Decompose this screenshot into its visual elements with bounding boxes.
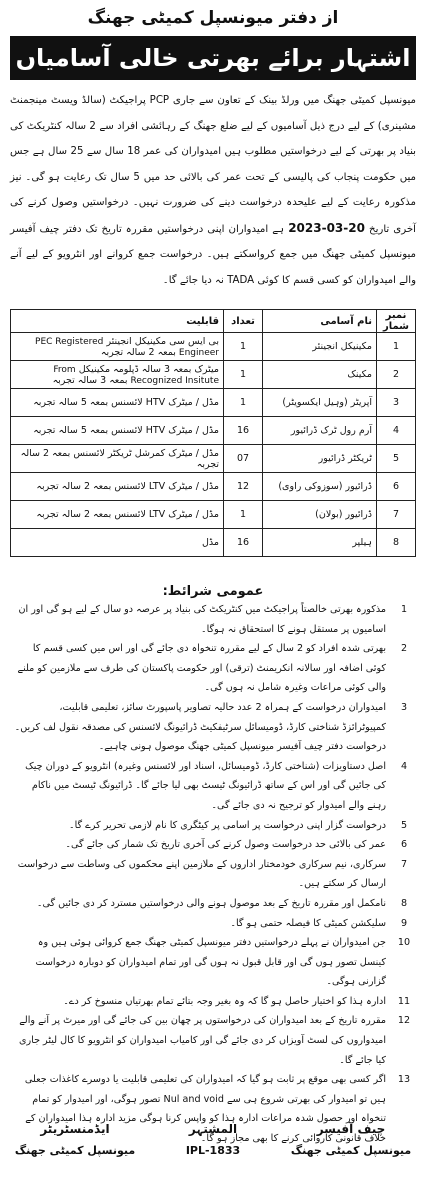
header-qualification: قابلیت [11, 310, 224, 333]
term-text: جن امیدواران نے پہلے درخواستیں دفتر میونسپل کمیٹی جھنگ جمع کروائی ہوئی ہیں وہ کینسل تصور ہوں گی اور قابل قبول نہ ہوں گی اور تمام امیدواران کو دوبارہ درخواست گزارنی ہوگی۔ [35, 937, 386, 988]
general-terms-list [10, 600, 416, 1149]
chief-officer-signature [286, 1122, 416, 1157]
list-item [10, 698, 416, 757]
table-row [11, 529, 416, 557]
vacancies-table [10, 309, 416, 557]
signature-block [10, 1122, 416, 1180]
list-item [10, 1011, 416, 1070]
term-number: 12 [397, 1015, 411, 1027]
row-sr: 1 [377, 333, 416, 361]
term-text: سلیکشن کمیٹی کا فیصلہ حتمی ہو گا۔ [230, 917, 386, 929]
term-number: 6 [400, 839, 408, 851]
row-sr: 6 [377, 473, 416, 501]
list-item [10, 835, 416, 855]
term-number: 5 [400, 819, 408, 831]
list-item [10, 933, 416, 992]
row-post-name: ڈرائیور (بولان) [263, 501, 377, 529]
table-header-row [11, 310, 416, 333]
term-text: عمر کی بالائی حد درخواست وصول کرنے کی آخری تاریخ تک شمار کی جائے گی۔ [65, 839, 386, 851]
term-number: 1 [400, 604, 408, 615]
term-number: 4 [400, 760, 408, 772]
qualification-english: PEC Registered Engineer [35, 336, 219, 358]
row-quantity: 12 [224, 473, 263, 501]
advertiser-label: المشتہر [188, 1122, 238, 1136]
row-quantity: 1 [224, 361, 263, 389]
recruitment-banner: اشتہار برائے بھرتی خالی آسامیاں [10, 36, 416, 80]
list-item [10, 757, 416, 816]
term-number: 3 [400, 701, 408, 713]
term-number: 10 [397, 937, 411, 949]
intro-paragraph [10, 88, 416, 293]
row-post-name: آپریٹر (وہیل ایکسویٹر) [263, 389, 377, 417]
row-post-name: ہیلپر [263, 529, 377, 557]
deadline-date: 20-03-2023 [288, 220, 365, 235]
table-row [11, 473, 416, 501]
signature-office: میونسپل کمیٹی جھنگ [290, 1144, 412, 1157]
list-item [10, 914, 416, 934]
office-heading: از دفتر میونسپل کمیٹی جھنگ [87, 8, 339, 28]
term-text: بھرتی شدہ افراد کو 2 سال کے لیے مقررہ تنخواہ دی جائے گی اور اس میں کسی قسم کا کوئی اضافہ اور سالانہ انکریمنٹ (ترقی) اور حکومت پاکستان کی طرف سے ملازمین کو ملنے والی کوئی مراعات وغیرہ شامل نہ ہوں گی۔ [17, 643, 386, 694]
row-qualification: مڈل / میٹرک کمرشل ٹریکٹر لائسنس بمعہ 2 سالہ تجربہ [11, 445, 224, 473]
general-terms-title: عمومی شرائط: [162, 584, 264, 599]
list-item [10, 855, 416, 894]
term-number: 2 [400, 643, 408, 655]
term-text: ادارہ ہذا کو اختیار حاصل ہو گا کہ وہ بغیر وجہ بتائے تمام بھرتیاں منسوخ کر دے۔ [63, 995, 386, 1007]
table-row [11, 389, 416, 417]
row-sr: 8 [377, 529, 416, 557]
term-number: 13 [397, 1074, 411, 1086]
intro-text-a: میونسپل کمیٹی جھنگ میں ورلڈ بینک کے تعاون سے جاری PCP پراجیکٹ (سالڈ ویسٹ مینجمنٹ مشینری) کے لیے درج ذیل آسامیوں کے لیے ضلع جھنگ کے رہائشی افراد سے 2 سالہ کنٹریکٹ کی بنیاد پر بھرتی کے لیے درخواستیں مطلوب ہیں امیدواران کی عمر 18 سال سے 25 سال ہے جس میں حکومت پنجاب کی پالیسی کے تحت عمر کی بالائی حد میں 5 سال تک رعایت ہو گی۔ نیز مذکورہ رعایت کے لیے علیحدہ درخواست دینے کی ضرورت نہیں۔ درخواستیں وصول کرنے کی آخری تاریخ [10, 95, 417, 235]
table-row [11, 501, 416, 529]
signature-title: چیف آفیسر [316, 1122, 386, 1136]
signature-office: میونسپل کمیٹی جھنگ [14, 1144, 136, 1157]
term-text: نامکمل اور مقررہ تاریخ کے بعد موصول ہونے والی درخواستیں مسترد کر دی جائیں گی۔ [36, 897, 386, 909]
header-post-name: نام آسامی [263, 310, 377, 333]
term-text: امیدواران درخواست کے ہمراہ 2 عدد حالیہ تصاویر پاسپورٹ سائز، تعلیمی قابلیت، کمپیوٹرائزڈ شناختی کارڈ، ڈومیسائل سرٹیفکیٹ ڈرائیونگ لائسنس کی مصدقہ نقول لف کریں۔ درخواست دفتر چیف آفیسر میونسپل کمیٹی جھنگ موصول ہونی چاہیے۔ [14, 701, 386, 753]
row-qualification: مڈل / میٹرک HTV لائسنس بمعہ 5 سالہ تجربہ [11, 389, 224, 417]
term-text: درخواست گزار اپنی درخواست پر اسامی پر کیٹگری کا نام لازمی تحریر کرے گا۔ [69, 819, 386, 831]
qualification-urdu: میٹرک بمعہ 3 سالہ ڈپلومہ مکینیکل [78, 363, 219, 375]
row-post-name: آرم رول ٹرک ڈرائیور [263, 417, 377, 445]
row-quantity: 1 [224, 333, 263, 361]
row-post-name: ڈرائیور (سوزوکی راوی) [263, 473, 377, 501]
list-item [10, 992, 416, 1012]
list-item [10, 894, 416, 914]
row-qualification: مڈل / میٹرک LTV لائسنس بمعہ 2 سالہ تجربہ [11, 501, 224, 529]
qualification-urdu-extra: بمعہ 2 سالہ تجربہ [100, 346, 176, 358]
row-quantity: 1 [224, 389, 263, 417]
row-sr: 7 [377, 501, 416, 529]
term-text: اگر کسی بھی موقع پر ثابت ہو گیا کہ امیدواران کی تعلیمی قابلیت یا دوسرے کاغذات جعلی ہیں تو امیدوار کی بھرتی شروع ہی سے Nul and void تصور ہوگی، اور امیدوار کو تمام تنخواہ اور حصول شدہ مراعات ادارہ ہذا کو واپس کرنا ہوگی مزید ادارہ ہذا امیدواران کے خلاف قانونی کاروائی کرنے کا بھی مجاز ہو گا۔ [24, 1074, 386, 1145]
table-row [11, 333, 416, 361]
row-quantity: 07 [224, 445, 263, 473]
row-qualification [11, 361, 224, 389]
term-number: 7 [400, 858, 408, 870]
advertiser-block [148, 1122, 278, 1157]
row-quantity: 16 [224, 529, 263, 557]
term-text: مذکورہ بھرتی خالصتاً پراجیکٹ میں کنٹریکٹ کی بنیاد پر عرصہ دو سال کے لیے ہو گی اور ان اسامیوں پر مستقل ہونے کا استحقاق نہ ہوگا۔ [18, 604, 386, 635]
term-text: مقررہ تاریخ کے بعد امیدواران کی درخواستوں پر چھان بین کی جائے گی اور میرٹ پر آنے والے امیدواروں کی لسٹ آویزاں کر دی جائے گی اور کامیاب امیدواران کو انٹرویو کا کال لیٹر جاری کیا جائے گا۔ [19, 1015, 386, 1066]
intro-text-b: ہے امیدواران اپنی درخواستیں مقررہ تاریخ تک دفتر چیف آفیسر میونسپل کمیٹی جھنگ میں جمع کرواسکتے ہیں۔ درخواست جمع کروانے اور انٹرویو کے لیے آنے والے امیدواران کو کسی قسم کا کوئی TADA نہ دیا جائے گا۔ [10, 223, 416, 286]
row-quantity: 1 [224, 501, 263, 529]
row-post-name: مکینیکل انجینئر [263, 333, 377, 361]
row-qualification: مڈل / میٹرک LTV لائسنس بمعہ 2 سالہ تجربہ [11, 473, 224, 501]
header-sr: نمبر شمار [377, 310, 416, 333]
row-post-name: مکینک [263, 361, 377, 389]
list-item [10, 816, 416, 836]
row-qualification: مڈل / میٹرک HTV لائسنس بمعہ 5 سالہ تجربہ [11, 417, 224, 445]
row-sr: 5 [377, 445, 416, 473]
row-qualification: مڈل [11, 529, 224, 557]
list-item [10, 600, 416, 639]
table-row [11, 361, 416, 389]
table-row [11, 445, 416, 473]
qualification-urdu: بی ایس سی مکینیکل انجینئر [106, 335, 219, 347]
row-qualification [11, 333, 224, 361]
list-item [10, 639, 416, 698]
administrator-signature [10, 1122, 140, 1157]
term-text: اصل دستاویزات (شناختی کارڈ، ڈومیسائل، اسناد اور لائسنس وغیرہ) انٹرویو کے دوران چیک کی جائیں گی اور اس کے ساتھ ڈرائیونگ ٹیسٹ بھی لیا جائے گا۔ ڈرائیونگ ٹیسٹ میں ناکام رہنے والے امیدوار کو ترجیح نہ دی جائے گی۔ [25, 760, 386, 811]
qualification-english: From Recognized Insitute [53, 364, 219, 386]
term-number: 8 [400, 897, 408, 909]
row-quantity: 16 [224, 417, 263, 445]
row-sr: 2 [377, 361, 416, 389]
term-number: 11 [397, 995, 411, 1007]
row-sr: 4 [377, 417, 416, 445]
term-text: سرکاری، نیم سرکاری خودمختار اداروں کے ملازمین اپنے محکموں کی وساطت سے درخواست ارسال کر سکتے ہیں۔ [17, 858, 386, 890]
signature-title: ایڈمنسٹریٹر [40, 1122, 110, 1136]
header-quantity: تعداد [224, 310, 263, 333]
row-post-name: ٹریکٹر ڈرائیور [263, 445, 377, 473]
table-row [11, 417, 416, 445]
row-sr: 3 [377, 389, 416, 417]
term-number: 9 [400, 917, 408, 929]
advertisement-page [4, 4, 422, 1177]
qualification-urdu-extra: بمعہ 3 سالہ تجربہ [52, 374, 128, 386]
ipl-number: IPL-1833 [185, 1144, 241, 1157]
